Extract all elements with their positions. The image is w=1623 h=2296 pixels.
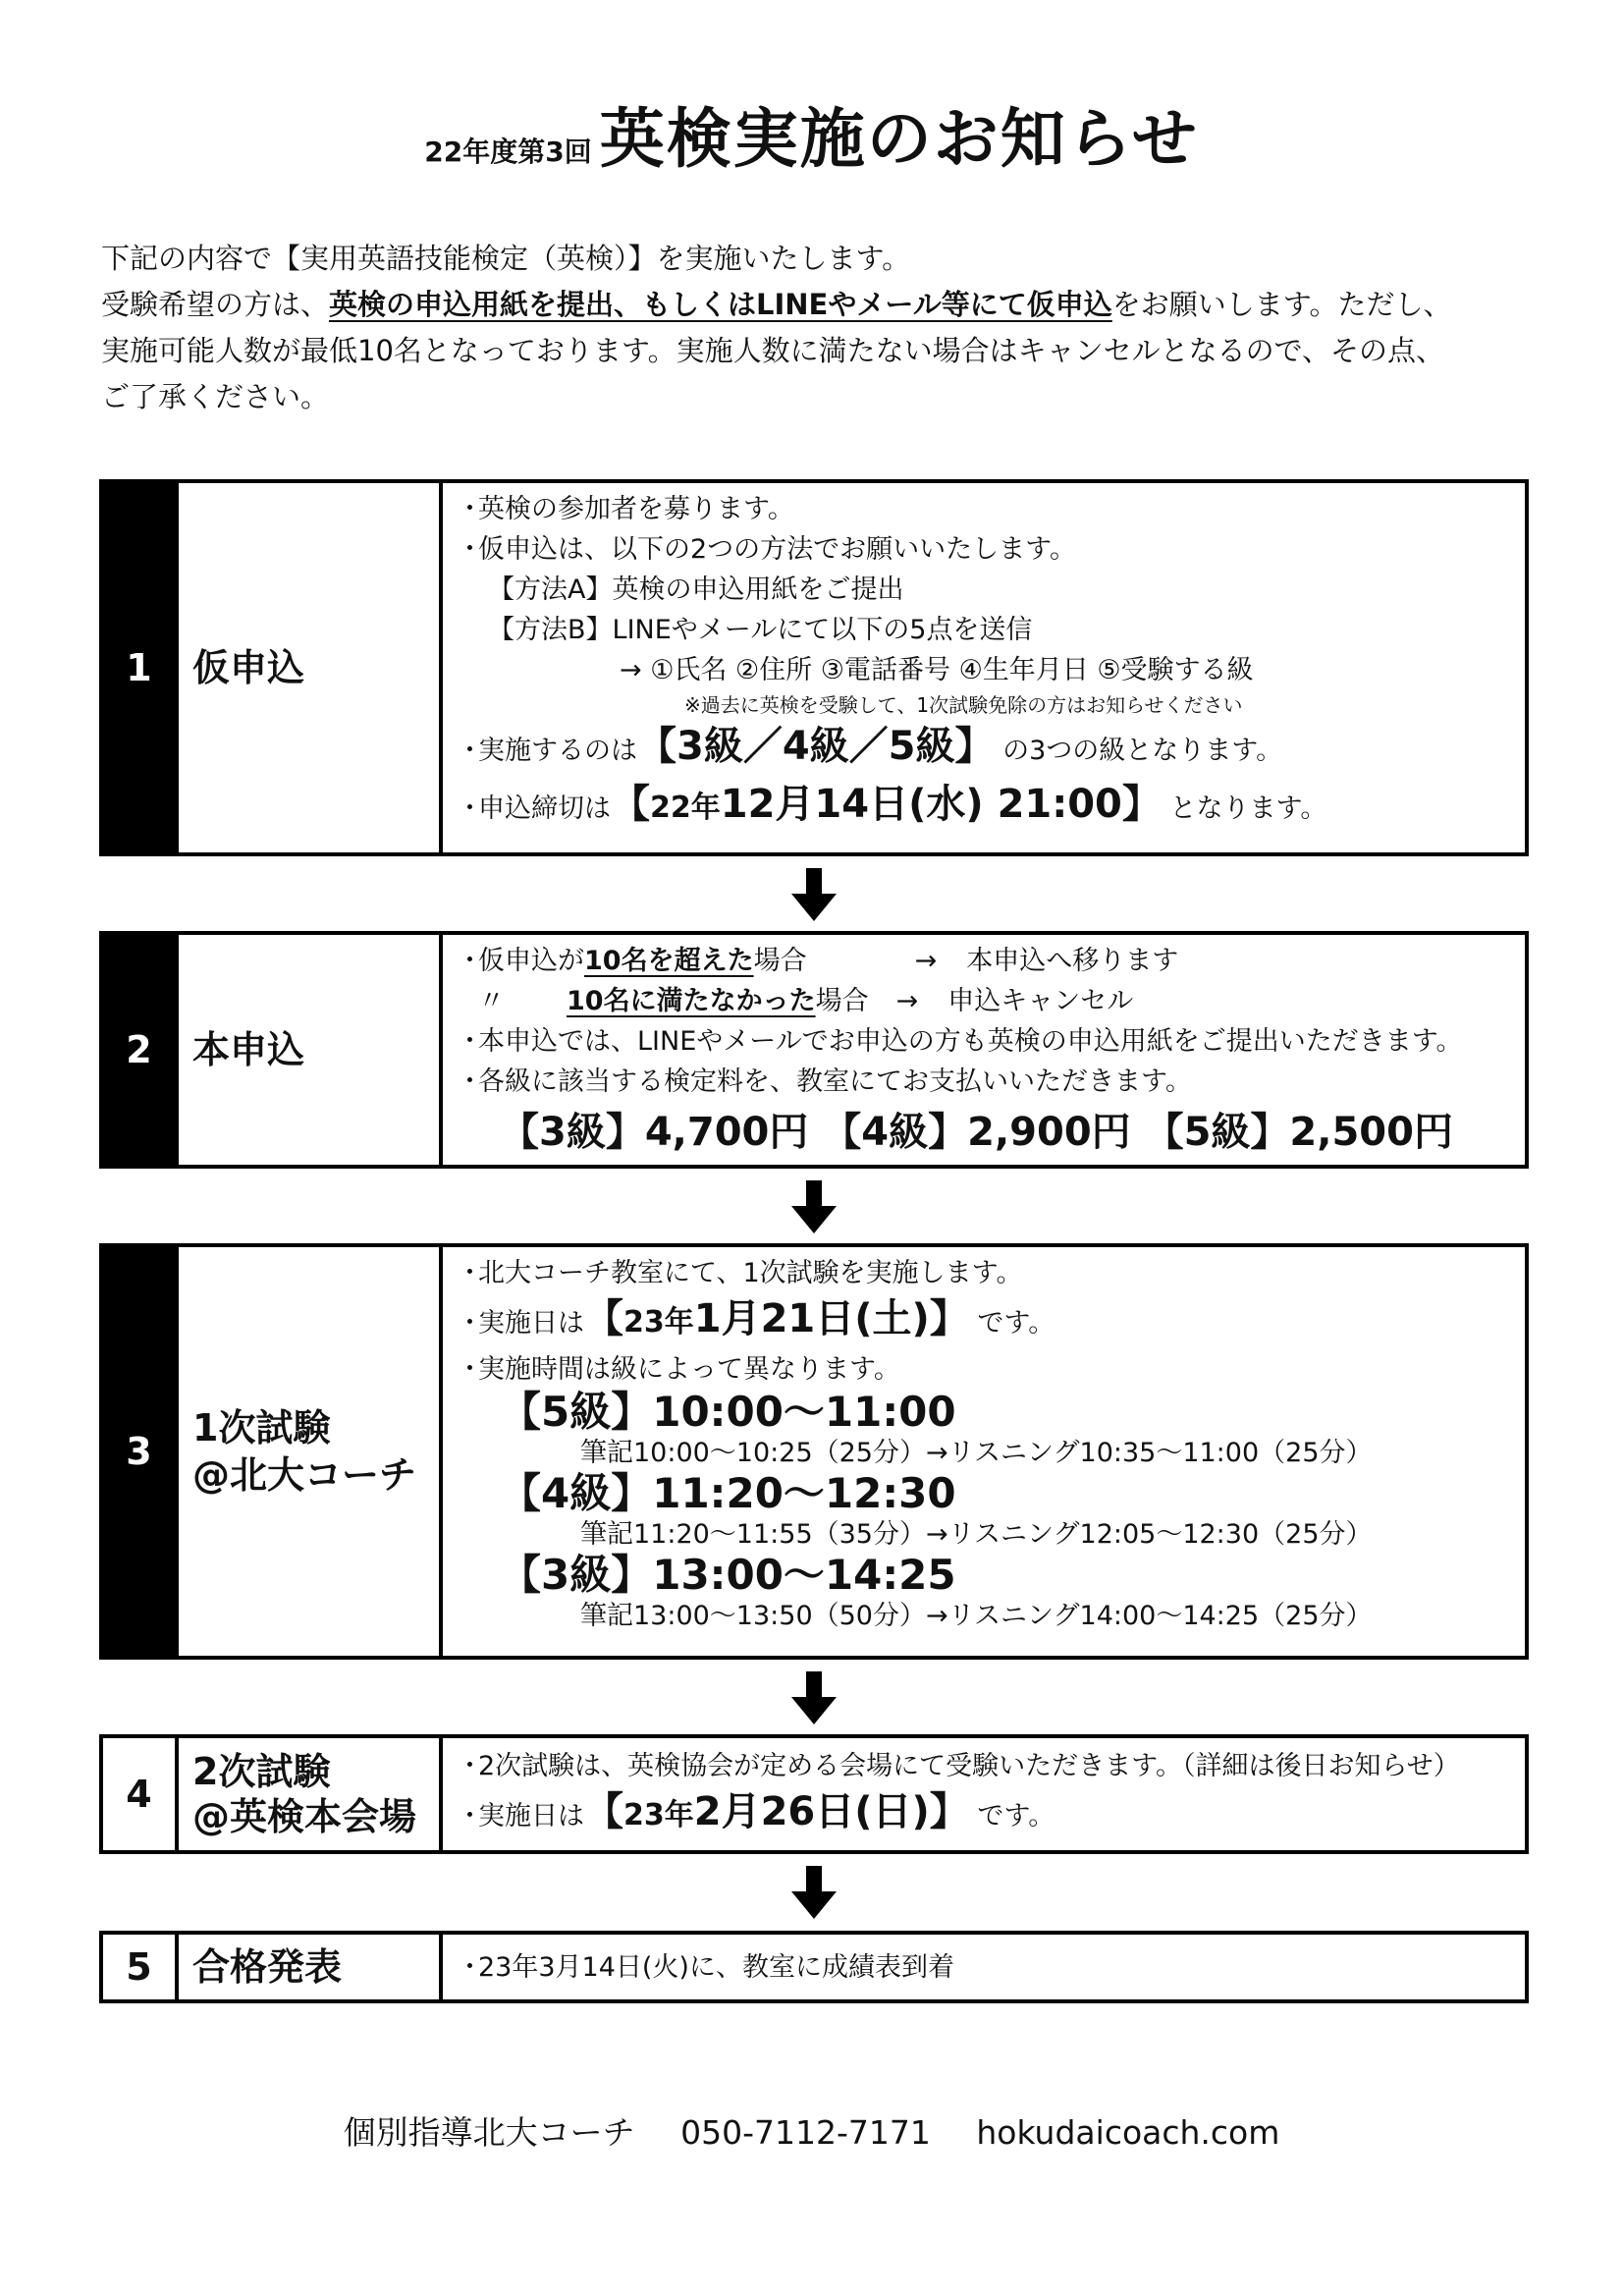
fee-grade-5: 【5級】2,500円 xyxy=(1144,1110,1453,1155)
bullet: ・ xyxy=(457,534,483,565)
step-3-text-b: 実施時間は級によって異なります。 xyxy=(478,1354,900,1385)
bullet: ・ xyxy=(457,1354,483,1385)
step-3-label xyxy=(179,1247,443,1656)
step-2-a-result: 本申込へ移ります xyxy=(966,946,1179,976)
step-1-box xyxy=(99,479,1529,856)
step-3-date-date: 1月21日(土)】 xyxy=(693,1296,969,1341)
step-1-grades-post: の3つの級となります。 xyxy=(1002,736,1283,766)
bullet: ・ xyxy=(457,736,483,766)
step-2-line-c xyxy=(457,1021,1525,1062)
step-3-content xyxy=(443,1247,1525,1656)
step-4-line-a xyxy=(457,1746,1525,1786)
schedule-grade-3-detail: 筆記13:00〜13:50（50分）→リスニング14:00〜14:25（25分） xyxy=(580,1601,1373,1631)
bullet: ・ xyxy=(457,793,483,824)
bullet: ・ xyxy=(457,1066,483,1097)
intro-paragraph xyxy=(101,236,1535,420)
step-1-text-b: 仮申込は、以下の2つの方法でお願いいたします。 xyxy=(478,534,1077,565)
bullet: ・ xyxy=(457,1026,483,1057)
step-4-date xyxy=(457,1786,1525,1842)
step-2-line-a xyxy=(457,941,1525,981)
footer-website: hokudaicoach.com xyxy=(976,2113,1280,2152)
step-3-number: 3 xyxy=(103,1247,179,1656)
step-4-label-1: 2次試験 xyxy=(192,1750,331,1793)
step-3-text-a: 北大コーチ教室にて、1次試験を実施します。 xyxy=(478,1258,1023,1288)
step-3-date-pre: 実施日は xyxy=(478,1308,584,1339)
step-5-number: 5 xyxy=(103,1935,179,1999)
step-1-note: ※過去に英検を受験して、1次試験免除の方はお知らせください xyxy=(684,693,1243,717)
step-1-method-b: 【方法B】LINEやメールにて以下の5点を送信 xyxy=(488,615,1033,645)
arrow-right-icon: → xyxy=(895,986,919,1016)
arrow-down-icon xyxy=(791,1866,837,1919)
step-3-line-a xyxy=(457,1253,1525,1293)
step-2-line-b xyxy=(457,981,1525,1021)
step-1-deadline-post: となります。 xyxy=(1169,793,1327,824)
step-2-line-d xyxy=(457,1062,1525,1102)
step-4-label xyxy=(179,1738,443,1850)
step-2-b-emphasis: 10名に満たなかった xyxy=(567,986,816,1016)
bullet: ・ xyxy=(457,946,483,976)
step-1-line-a xyxy=(457,489,1525,529)
step-2-number: 2 xyxy=(103,935,179,1165)
step-4-date-open: 【 xyxy=(584,1789,623,1834)
fee-grade-4: 【4級】2,900円 xyxy=(822,1110,1131,1155)
step-2-text-d: 各級に該当する検定料を、教室にてお支払いいただきます。 xyxy=(478,1066,1192,1097)
step-5-line-a xyxy=(457,1947,954,1988)
step-4-box xyxy=(99,1734,1529,1854)
step-2-text-c: 本申込では、LINEやメールでお申込の方も英検の申込用紙をご提出いただきます。 xyxy=(478,1026,1463,1057)
bullet: ・ xyxy=(457,1258,483,1288)
step-1-grades-pre: 実施するのは xyxy=(478,736,637,766)
step-2-label: 本申込 xyxy=(179,935,443,1165)
step-3-date-year: 23年 xyxy=(623,1305,694,1339)
step-3-date-post: です。 xyxy=(977,1308,1055,1339)
step-1-content xyxy=(443,483,1525,852)
step-5-text-a: 23年3月14日(火)に、教室に成績表到着 xyxy=(478,1951,954,1983)
step-4-text-a: 2次試験は、英検協会が定める会場にて受験いただきます。（詳細は後日お知らせ） xyxy=(478,1751,1460,1781)
step-1-deadline xyxy=(457,778,1525,836)
step-3-label-1: 1次試験 xyxy=(192,1406,331,1449)
step-4-content xyxy=(443,1738,1525,1850)
bullet: ・ xyxy=(457,1951,483,1983)
bullet: ・ xyxy=(457,1751,483,1781)
arrow-right-icon: → xyxy=(914,946,938,976)
bullet: ・ xyxy=(457,494,483,524)
step-1-text-a: 英検の参加者を募ります。 xyxy=(478,494,794,524)
intro-line-3: 実施可能人数が最低10名となっております。実施人数に満たない場合はキャンセルとなるので、その点、 xyxy=(101,334,1445,367)
step-2-content xyxy=(443,935,1525,1165)
step-4-date-post: です。 xyxy=(977,1801,1055,1831)
step-1-method-a: 【方法A】英検の申込用紙をご提出 xyxy=(488,574,904,605)
step-3-date-open: 【 xyxy=(584,1296,623,1341)
step-1-label: 仮申込 xyxy=(179,483,443,852)
step-1-grades xyxy=(457,720,1525,778)
step-2-b-post: 場合 xyxy=(815,986,869,1016)
intro-line-2-post: をお願いします。ただし、 xyxy=(1111,288,1452,321)
title-main: 英検実施のお知らせ xyxy=(599,101,1199,177)
schedule-grade-3: 【3級】13:00〜14:25 xyxy=(500,1551,956,1599)
step-5-box xyxy=(99,1931,1529,2003)
step-2-a-post: 場合 xyxy=(753,946,807,976)
step-1-method-b-items: → ①氏名 ②住所 ③電話番号 ④生年月日 ⑤受験する級 xyxy=(620,655,1254,685)
step-5-label: 合格発表 xyxy=(179,1935,443,1999)
step-3-label-2: @北大コーチ xyxy=(192,1453,417,1497)
ditto-mark: 〃 xyxy=(478,986,505,1016)
schedule-grade-5: 【5級】10:00〜11:00 xyxy=(500,1388,956,1436)
title-prefix: 22年度第3回 xyxy=(424,136,592,168)
schedule-grade-4: 【4級】11:20〜12:30 xyxy=(500,1469,956,1517)
arrow-down-icon xyxy=(791,1180,837,1233)
step-2-fees xyxy=(457,1102,1525,1163)
intro-line-1: 下記の内容で【実用英語技能検定（英検）】を実施いたします。 xyxy=(101,242,911,275)
footer-phone: 050-7112-7171 xyxy=(680,2113,931,2152)
step-1-deadline-year: 22年 xyxy=(650,791,721,825)
step-2-b-result: 申込キャンセル xyxy=(947,986,1134,1016)
footer xyxy=(0,2107,1623,2154)
step-3-date xyxy=(457,1293,1525,1349)
step-4-date-date: 2月26日(日)】 xyxy=(693,1789,969,1834)
step-3-box xyxy=(99,1243,1529,1660)
step-4-date-year: 23年 xyxy=(623,1798,694,1832)
step-5-content xyxy=(443,1935,1525,1999)
step-4-date-pre: 実施日は xyxy=(478,1801,584,1831)
step-2-box xyxy=(99,931,1529,1169)
schedule-grade-5-detail: 筆記10:00〜10:25（25分）→リスニング10:35〜11:00（25分） xyxy=(580,1438,1373,1468)
intro-line-4: ご了承ください。 xyxy=(101,380,330,413)
arrow-down-icon xyxy=(791,868,837,921)
step-1-deadline-date: 12月14日(水) 21:00】 xyxy=(720,782,1162,827)
schedule-grade-4-detail: 筆記11:20〜11:55（35分）→リスニング12:05〜12:30（25分） xyxy=(580,1519,1373,1550)
step-1-grades-highlight: 【3級／4級／5級】 xyxy=(637,724,995,769)
arrow-down-icon xyxy=(791,1671,837,1724)
page-title xyxy=(0,86,1623,180)
step-1-number: 1 xyxy=(103,483,179,852)
step-2-a-pre: 仮申込が xyxy=(478,946,584,976)
step-4-number: 4 xyxy=(103,1738,179,1850)
step-1-line-b xyxy=(457,529,1525,570)
step-1-deadline-open: 【 xyxy=(611,782,650,827)
footer-name: 個別指導北大コーチ xyxy=(343,2113,635,2152)
step-4-label-2: @英検本会場 xyxy=(192,1795,417,1838)
step-2-a-emphasis: 10名を超えた xyxy=(584,946,754,976)
intro-line-2-emphasis: 英検の申込用紙を提出、もしくはLINEやメール等にて仮申込 xyxy=(329,288,1112,321)
step-3-line-b xyxy=(457,1349,1525,1390)
fee-grade-3: 【3級】4,700円 xyxy=(500,1110,809,1155)
bullet: ・ xyxy=(457,1308,483,1339)
intro-line-2 xyxy=(101,282,1535,328)
bullet: ・ xyxy=(457,1801,483,1831)
step-1-deadline-pre: 申込締切は xyxy=(478,793,611,824)
intro-line-2-pre: 受験希望の方は、 xyxy=(101,288,330,321)
